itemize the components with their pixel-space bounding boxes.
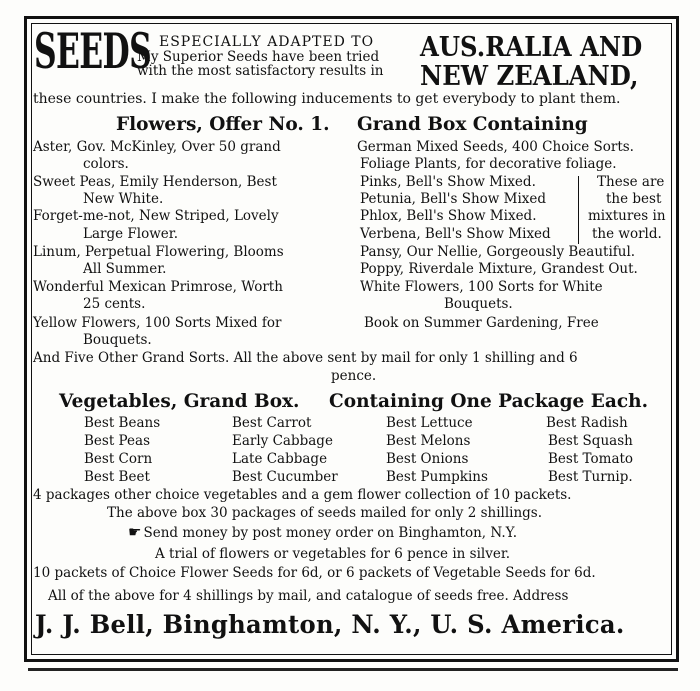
vegetables-heading: Vegetables, Grand Box.: [59, 391, 300, 412]
vegetable-item: Best Melons: [386, 433, 471, 449]
tried-line-1: My Superior Seeds have been tried: [137, 49, 380, 65]
flower-line: colors.: [83, 156, 129, 172]
flower-line-right: Poppy, Riverdale Mixture, Grandest Out.: [360, 261, 638, 277]
vegetable-item: Best Carrot: [232, 415, 312, 431]
flower-line: 25 cents.: [83, 296, 146, 312]
vegetable-item: Best Tomato: [548, 451, 634, 467]
vegetable-item: Best Lettuce: [386, 415, 473, 431]
vegetable-item: Late Cabbage: [232, 451, 328, 467]
vegetable-item: Best Onions: [386, 451, 469, 467]
flower-line-right: Phlox, Bell's Show Mixed.: [360, 208, 537, 224]
flower-line: Sweet Peas, Emily Henderson, Best: [33, 174, 277, 190]
all-above-offer: All of the above for 4 shillings by mail, and catalogue of seeds free. Address: [48, 588, 569, 604]
flower-line-right: White Flowers, 100 Sorts for White: [360, 279, 603, 295]
one-package-heading: Containing One Package Each.: [329, 391, 649, 412]
bracket-note: mixtures in: [588, 208, 666, 224]
flowers-footer-1: And Five Other Grand Sorts. All the above sent by mail for only 1 shilling and 6: [33, 350, 578, 366]
flower-line-right: German Mixed Seeds, 400 Choice Sorts.: [357, 139, 634, 155]
vegetables-line-2: The above box 30 packages of seeds mailed for only 2 shillings.: [107, 505, 543, 521]
flower-line: Bouquets.: [83, 332, 152, 348]
bracket-note: These are: [597, 174, 665, 190]
vegetable-item: Best Beet: [84, 469, 150, 485]
vegetable-item: Best Squash: [548, 433, 633, 449]
flower-line-right: Petunia, Bell's Show Mixed: [360, 191, 547, 207]
flower-line: Linum, Perpetual Flowering, Blooms: [33, 244, 284, 260]
country-line-2: NEW ZEALAND,: [420, 61, 639, 92]
vegetable-item: Best Cucumber: [232, 469, 338, 485]
flower-line: Large Flower.: [83, 226, 179, 242]
flowers-heading: Flowers, Offer No. 1.: [116, 114, 330, 135]
flower-line: Wonderful Mexican Primrose, Worth: [33, 279, 283, 295]
flowers-footer-2: pence.: [331, 368, 377, 384]
vegetables-line-3: [128, 525, 517, 541]
vegetable-item: Best Turnip.: [548, 469, 633, 485]
bracket-note: the world.: [592, 226, 662, 242]
tried-line-2: with the most satisfactory results in: [137, 63, 384, 79]
flower-line-right: Pansy, Our Nellie, Gorgeously Beautiful.: [360, 244, 636, 260]
bracket-rule-left: [578, 176, 579, 244]
vegetable-item: Best Peas: [84, 433, 150, 449]
bottom-rule: [28, 668, 678, 671]
bracket-note: the best: [606, 191, 662, 207]
inducement-line: these countries. I make the following inducements to get everybody to plant them.: [33, 91, 621, 107]
pointing-hand-icon: ☛: [128, 523, 142, 541]
adapted-text: ESPECIALLY ADAPTED TO: [159, 34, 375, 50]
trial-offer: A trial of flowers or vegetables for 6 pence in silver.: [155, 546, 511, 562]
flower-line-right: Verbena, Bell's Show Mixed: [360, 226, 551, 242]
grand-box-heading: Grand Box Containing: [357, 114, 588, 135]
seeds-title: SEEDS: [34, 22, 152, 80]
country-line-1: AUS.RALIA AND: [420, 32, 643, 63]
flower-line: Forget-me-not, New Striped, Lovely: [33, 208, 279, 224]
flower-line-right: Bouquets.: [444, 296, 513, 312]
flower-line: All Summer.: [83, 261, 167, 277]
flower-line: Yellow Flowers, 100 Sorts Mixed for: [33, 315, 282, 331]
vegetables-line-1: 4 packages other choice vegetables and a gem flower collection of 10 packets.: [33, 487, 572, 503]
vegetable-item: Best Radish: [546, 415, 628, 431]
vegetables-line-3-text: Send money by post money order on Binghamton, N.Y.: [143, 525, 518, 541]
flower-line-right: Foliage Plants, for decorative foliage.: [360, 156, 617, 172]
vegetable-item: Best Pumpkins: [386, 469, 488, 485]
flower-line-right: Book on Summer Gardening, Free: [364, 315, 599, 331]
bracket-rule-right: [676, 176, 677, 244]
flower-line-right: Pinks, Bell's Show Mixed.: [360, 174, 536, 190]
address-line: J. J. Bell, Binghamton, N. Y., U. S. America.: [35, 610, 625, 639]
packets-offer: 10 packets of Choice Flower Seeds for 6d, or 6 packets of Vegetable Seeds for 6d.: [33, 565, 596, 581]
flower-line: Aster, Gov. McKinley, Over 50 grand: [33, 139, 281, 155]
flower-line: New White.: [83, 191, 164, 207]
vegetable-item: Best Corn: [84, 451, 153, 467]
vegetable-item: Early Cabbage: [232, 433, 333, 449]
vegetable-item: Best Beans: [84, 415, 161, 431]
